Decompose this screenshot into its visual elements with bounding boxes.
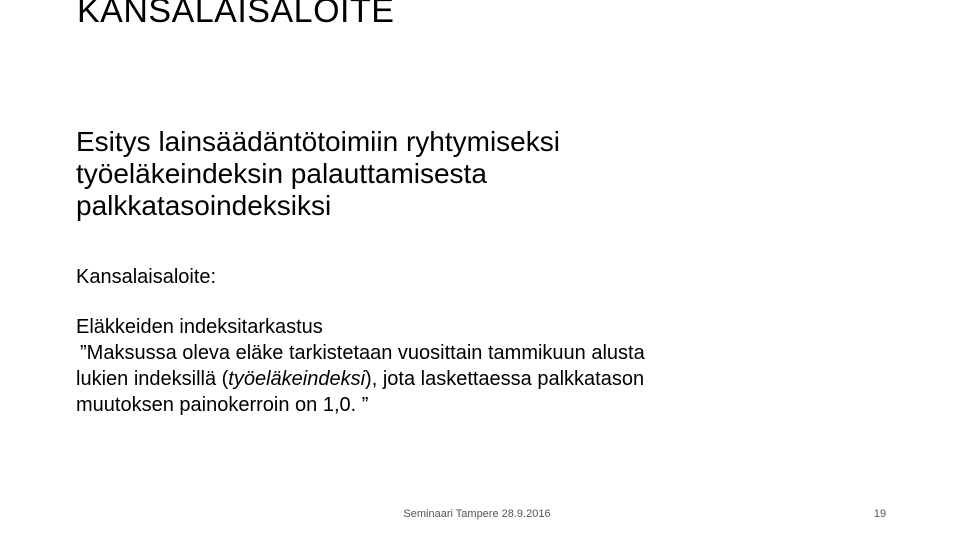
body-text: [76, 314, 936, 418]
subtitle-line: työeläkeindeksin palauttamisesta: [76, 158, 487, 189]
quote-line-2-italic: työeläkeindeksi: [228, 368, 366, 390]
subtitle-line: Esitys lainsäädäntötoimiin ryhtymiseksi: [76, 126, 560, 157]
slide-title: KANSALAISALOITE: [77, 0, 395, 30]
quote-line-2-before: lukien indeksillä (: [76, 368, 229, 390]
body-heading: Eläkkeiden indeksitarkastus: [76, 316, 323, 338]
page-number: 19: [873, 508, 887, 520]
quote-line-2-after: ), jota laskettaessa palkkatason: [365, 368, 645, 390]
section-label: Kansalaisaloite:: [76, 266, 217, 288]
slide-subtitle: [76, 126, 896, 222]
quote-line-2: [76, 366, 936, 392]
quote-line-1: ”Maksussa oleva eläke tarkistetaan vuosittain tammikuun alusta: [80, 342, 645, 364]
quote-line-3: muutoksen painokerroin on 1,0. ”: [76, 394, 369, 416]
subtitle-line: palkkatasoindeksiksi: [76, 190, 332, 221]
slide-footer: Seminaari Tampere 28.9.2016: [403, 508, 551, 520]
